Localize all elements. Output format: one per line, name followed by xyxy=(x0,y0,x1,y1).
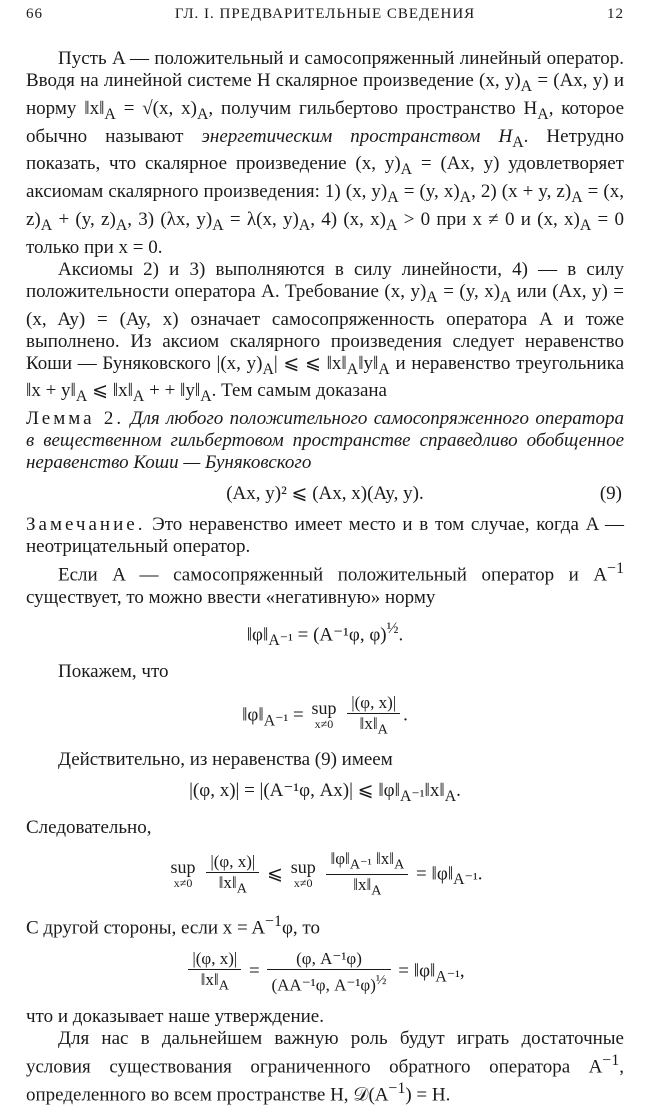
sup-operator: sup x≠0 xyxy=(311,697,337,731)
section-number: 12 xyxy=(607,6,624,22)
lemma-label: Лемма 2. xyxy=(26,408,125,430)
equation-9: (Ax, y)² ⩽ (Ax, x)(Ay, y). (9) xyxy=(226,483,622,505)
book-page xyxy=(26,6,624,1106)
sup-operator-left: sup x≠0 xyxy=(170,856,196,890)
page-header xyxy=(26,6,624,30)
equation-sup-bound: sup x≠0 $\frac{|(\varphi, x)|}{‖x‖_A}$ ⩽ sup x≠0 $\frac{‖\varphi‖_{A^{-1}} ‖x‖_A}{‖x‖_A}$ = $‖\varphi‖_{A^{-1}}$. xyxy=(170,848,483,899)
body-text xyxy=(26,48,624,1106)
equation-number: (9) xyxy=(599,483,622,505)
running-head: ГЛ. I. ПРЕДВАРИТЕЛЬНЫЕ СВЕДЕНИЯ xyxy=(174,6,476,22)
paragraph-show: Покажем, что xyxy=(58,660,169,682)
paragraph-hence: Следовательно, xyxy=(26,816,152,838)
sup-operator-right: sup x≠0 xyxy=(290,856,316,890)
paragraph-conclusion: что и доказывает наше утверждение. xyxy=(26,1005,324,1027)
remark-label: Замечание. xyxy=(26,514,146,536)
paragraph-indeed: Действительно, из неравенства (9) имеем xyxy=(58,749,393,771)
term-energy-space: энергетическим пространством H xyxy=(201,125,513,147)
equation-inequality: |(φ, x)| = |(A⁻¹φ, Ax)| ⩽ $‖\varphi‖_{A^{-1}}‖x‖_A$. xyxy=(189,780,461,805)
remark: Замечание. Это неравенство имеет место и в том случае, когда A — неотрицательный оператор. xyxy=(26,514,624,558)
fraction-left: $\frac{|(\varphi, x)|}{‖x‖_A}$ xyxy=(206,852,259,898)
fraction: $\frac{|(\varphi, x)|}{‖x‖_A}$ xyxy=(347,693,400,739)
paragraph-negative-norm: Если A — самосопряженный положительный оператор и $A^{-1}$ существует, то можно ввести «негативную» норму xyxy=(26,560,624,608)
equation-sup-norm: $‖\varphi‖_{A^{-1}}$ = sup x≠0 $\frac{|(\varphi, x)|}{‖x‖_A}$ . xyxy=(242,692,408,738)
fraction-left: $\frac{|(\varphi, x)|}{‖x‖_A}$ xyxy=(188,949,241,995)
fraction-right: $\frac{\text{(φ, A⁻¹φ)}}{(AA^{-1}\varphi, A^{-1}\varphi)^{\frac{1}{2}}}$ xyxy=(267,949,390,996)
paragraph-other-side: С другой стороны, если $x = A^{-1}\varphi$, то xyxy=(26,912,320,938)
equation-negative-norm: $‖\varphi‖_{A^{-1}} = (A^{-1}\varphi$, φ)$^{\frac{1}{2}}$. xyxy=(246,619,404,649)
fraction-right: $\frac{‖\varphi‖_{A^{-1}} ‖x‖_A}{‖x‖_A}$ xyxy=(326,849,408,901)
paragraph-axioms: Аксиомы 2) и 3) выполняются в силу линейности, 4) — в силу положительности оператора A. Требование (x, $y)_A = (y$, $x)_A$ или (Ax, y) = (x, Ay) = (Ay, x) означает самосопряженность оператора A и тоже выполнено. Из аксиом скалярного произведения следует неравенство Коши — Буняковского |(x, $y)_A|$ ⩽ ⩽ $‖x‖_A‖y‖_A$ и неравенство треугольника ‖x + $y‖_A$ ⩽ $‖x‖_A$ + + $‖y‖_A$. Тем самым доказана xyxy=(26,258,624,406)
lemma-statement: Лемма 2. Для любого положительного самосопряженного оператора в вещественном гильбертовом пространстве справедливо обобщенное неравенство Коши — Буняковского xyxy=(26,408,624,474)
paragraph-definition: Пусть A — положительный и самосопряженный линейный оператор. Вводя на линейной системе H скалярное произведение (x, $y)_A = (Ax$, y) и норму $‖x‖_A = √(x$, $x)_A$, получим гильбертово пространство $H_A$, которое обычно называют энергетическим пространством $H_A$. Нетрудно показать, что скалярное произведение (x, $y)_A = (Ax$, y) удовлетворяет аксиомам скалярного произведения: 1) (x, $y)_A = (y$, $x)_A$, 2) (x + y, $z)_A = (x$, $z)_A + (y$, $z)_A$, 3) (λx, $y)_A = \lambda(x$, $y)_A$, 4) (x, $x)_A > 0$ при x ≠ 0 и (x, $x)_A = 0$ только при x = 0. xyxy=(26,48,625,258)
equation-final: $\frac{|(\varphi, x)|}{‖x‖_A}$ = $\frac{\text{(φ, A⁻¹φ)}}{(AA^{-1}\varphi, A^{-1}\varphi)^{\frac{1}{2}}}$ = $‖\varphi‖_{A^{-1}}$, xyxy=(26,949,624,996)
paragraph-inverse-operator: Для нас в дальнейшем важную роль будут играть достаточные условия существования ограниченного обратного оператора $A^{-1}$, определенного во всем пространстве H, $𝒟(A^{-1}) = H$. xyxy=(26,1027,624,1106)
page-number: 66 xyxy=(26,6,43,22)
